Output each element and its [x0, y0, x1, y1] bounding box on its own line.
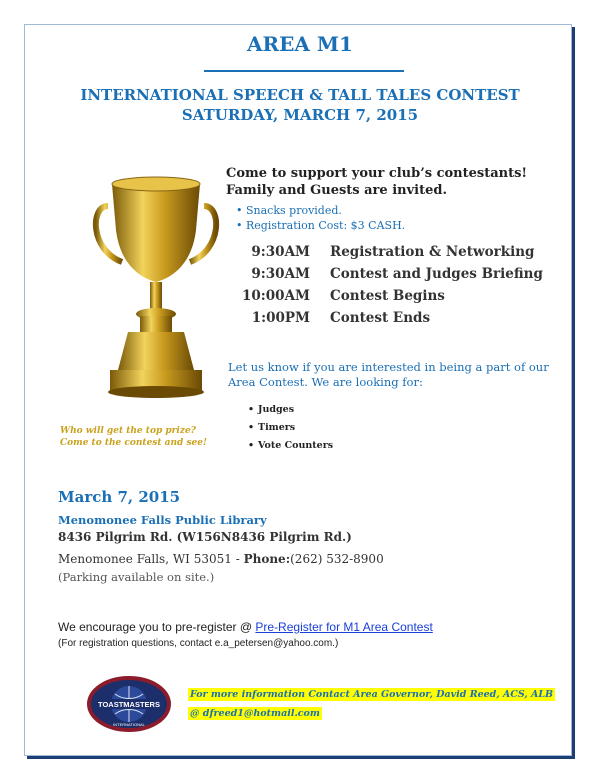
schedule-row: [240, 310, 543, 332]
list-item: • Snacks provided.: [246, 203, 405, 218]
list-item: • Timers: [258, 419, 333, 437]
venue-name: Menomonee Falls Public Library: [58, 513, 267, 527]
prize-line-2: Come to the contest and see!: [60, 438, 207, 448]
area-title: AREA M1: [247, 32, 353, 56]
preregister-link[interactable]: Pre-Register for M1 Area Contest: [255, 620, 433, 634]
schedule-row: [240, 266, 543, 288]
schedule-time: 1:00PM: [251, 310, 310, 326]
volunteer-text: Let us know if you are interested in being a part of our Area Contest. We are looking for:: [228, 360, 549, 389]
preregister-text: [58, 620, 433, 634]
schedule-desc: Contest Ends: [330, 310, 431, 326]
list-item: • Registration Cost: $3 CASH.: [246, 218, 405, 233]
volunteer-roles: [258, 401, 333, 455]
logo-subtext: INTERNATIONAL: [113, 722, 145, 727]
governor-contact: For more information Contact Area Governor, David Reed, ACS, ALB: [190, 689, 554, 700]
schedule: [240, 244, 543, 332]
governor-email: @ dfreed1@hotmail.com: [190, 708, 320, 719]
prize-line-1: Who will get the top prize?: [60, 426, 196, 436]
phone-number: (262) 532-8900: [290, 552, 384, 566]
schedule-desc: Registration & Networking: [330, 244, 535, 260]
list-item: • Vote Counters: [258, 437, 333, 455]
preregister-prefix: We encourage you to pre-register @: [58, 620, 256, 634]
schedule-row: [240, 288, 543, 310]
prize-caption: [60, 425, 240, 449]
schedule-desc: Contest and Judges Briefing: [330, 266, 543, 282]
intro-text: [226, 165, 527, 199]
list-item: • Judges: [258, 401, 333, 419]
logo-text: TOASTMASTERS: [98, 700, 160, 709]
contest-title: INTERNATIONAL SPEECH & TALL TALES CONTEST: [80, 86, 520, 104]
schedule-row: [240, 244, 543, 266]
schedule-time: 9:30AM: [251, 244, 310, 260]
location-date: March 7, 2015: [58, 488, 181, 506]
intro-bullets: [246, 203, 405, 233]
venue-city-phone: [58, 552, 384, 566]
phone-label: Phone:: [243, 552, 291, 566]
intro-line-2: Family and Guests are invited.: [226, 183, 447, 198]
trophy-icon: [92, 170, 220, 410]
schedule-time: 9:30AM: [251, 266, 310, 282]
toastmasters-logo: [86, 676, 172, 732]
registration-contact: (For registration questions, contact e.a_petersen@yahoo.com.): [58, 638, 339, 649]
venue-address: 8436 Pilgrim Rd. (W156N8436 Pilgrim Rd.): [58, 530, 352, 544]
title-divider: [204, 70, 404, 72]
event-date: SATURDAY, MARCH 7, 2015: [181, 106, 419, 124]
schedule-desc: Contest Begins: [330, 288, 445, 304]
schedule-time: 10:00AM: [242, 288, 310, 304]
venue-city: Menomonee Falls, WI 53051 -: [58, 552, 244, 566]
parking-note: (Parking available on site.): [58, 570, 215, 584]
intro-line-1: Come to support your club’s contestants!: [226, 166, 528, 181]
